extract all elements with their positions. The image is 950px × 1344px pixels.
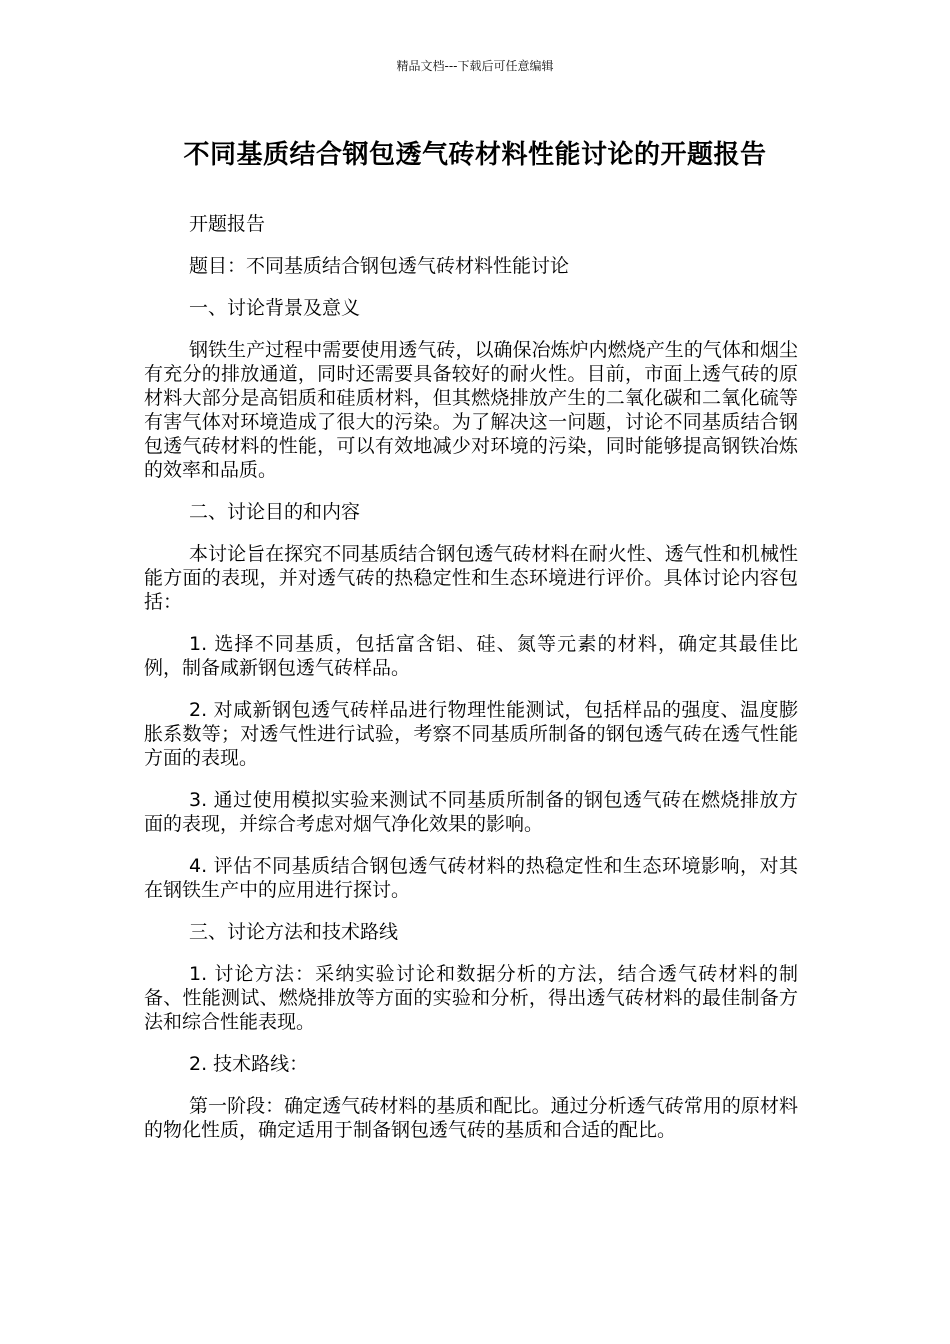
paragraph-purpose: 本讨论旨在探究不同基质结合钢包透气砖材料在耐火性、透气性和机械性能方面的表现，并对透气砖的热稳定性和生态环境进行评价。具体讨论内容包括： xyxy=(144,543,798,613)
list-item-1: 1. 选择不同基质，包括富含铝、硅、氮等元素的材料，确定其最佳比例，制备咸新钢包透气砖样品。 xyxy=(144,633,798,679)
paragraph-topic: 题目：不同基质结合钢包透气砖材料性能讨论 xyxy=(189,255,570,277)
paragraph-method: 1. 讨论方法：采纳实验讨论和数据分析的方法，结合透气砖材料的制备、性能测试、燃烧排放等方面的实验和分析，得出透气砖材料的最佳制备方法和综合性能表现。 xyxy=(144,963,798,1033)
page-header: 精品文档---下载后可任意编辑 xyxy=(396,59,554,73)
section-heading-purpose: 二、讨论目的和内容 xyxy=(189,501,361,523)
document-body xyxy=(144,212,798,1160)
paragraph-report-label: 开题报告 xyxy=(189,213,266,235)
list-item-4: 4. 评估不同基质结合钢包透气砖材料的热稳定性和生态环境影响，对其在钢铁生产中的应用进行探讨。 xyxy=(144,855,798,901)
paragraph-background: 钢铁生产过程中需要使用透气砖，以确保冶炼炉内燃烧产生的气体和烟尘有充分的排放通道，同时还需要具备较好的耐火性。目前，市面上透气砖的原材料大部分是高铝质和硅质材料，但其燃烧排放产生的二氧化碳和二氧化硫等有害气体对环境造成了很大的污染。为了解决这一问题，讨论不同基质结合钢包透气砖材料的性能，可以有效地减少对环境的污染，同时能够提高钢铁冶炼的效率和品质。 xyxy=(144,339,798,481)
paragraph-stage-one: 第一阶段：确定透气砖材料的基质和配比。通过分析透气砖常用的原材料的物化性质，确定适用于制备钢包透气砖的基质和合适的配比。 xyxy=(144,1095,798,1141)
section-heading-background: 一、讨论背景及意义 xyxy=(189,297,361,319)
document-title: 不同基质结合钢包透气砖材料性能讨论的开题报告 xyxy=(183,140,767,170)
list-item-2: 2. 对咸新钢包透气砖样品进行物理性能测试，包括样品的强度、温度膨胀系数等；对透气性进行试验，考察不同基质所制备的钢包透气砖在透气性能方面的表现。 xyxy=(144,699,798,769)
list-item-3: 3. 通过使用模拟实验来测试不同基质所制备的钢包透气砖在燃烧排放方面的表现，并综合考虑对烟气净化效果的影响。 xyxy=(144,789,798,835)
section-heading-methods: 三、讨论方法和技术路线 xyxy=(189,921,399,943)
paragraph-tech-route: 2. 技术路线： xyxy=(189,1053,309,1075)
